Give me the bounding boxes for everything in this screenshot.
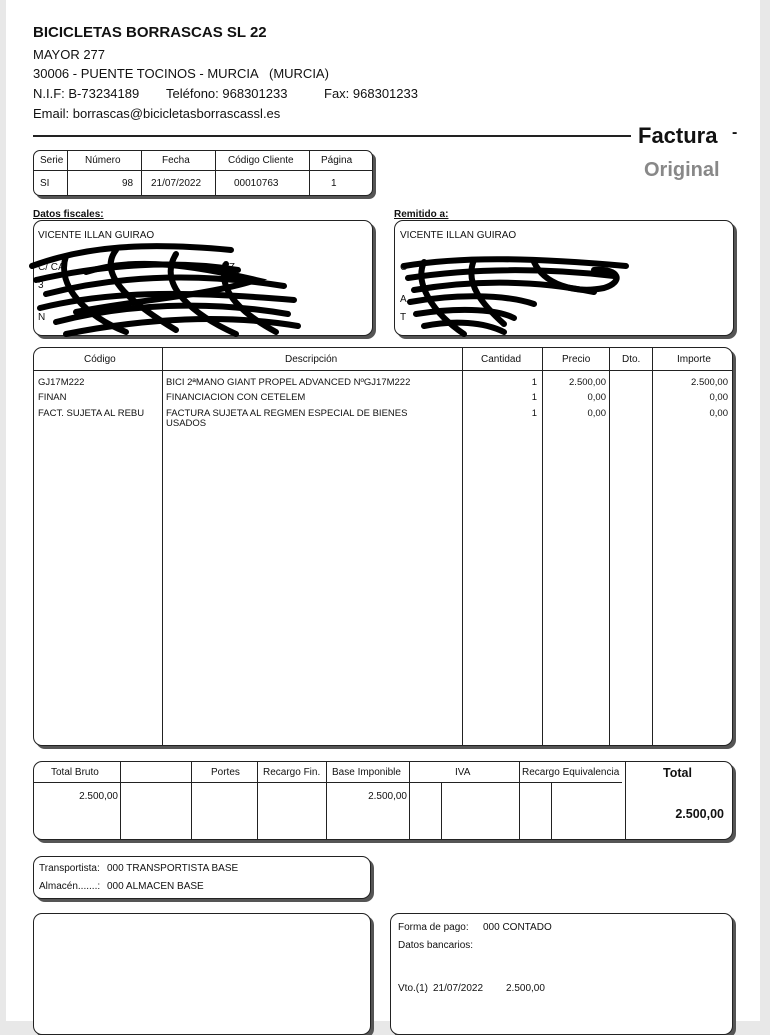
shipping-address-hint: C <box>400 262 408 273</box>
company-name: BICICLETAS BORRASCAS SL 22 <box>33 24 267 41</box>
value-base-imponible: 2.500,00 <box>368 791 407 802</box>
row-description: FINANCIACION CON CETELEM <box>166 392 306 403</box>
company-address: MAYOR 277 <box>33 47 106 62</box>
row-qty: 1 <box>531 408 537 419</box>
row-description: FACTURA SUJETA AL REGMEN ESPECIAL DE BIENES <box>166 408 408 419</box>
row-code: FINAN <box>38 392 67 403</box>
due-label: Vto.(1) <box>398 983 429 994</box>
warehouse-value: 000 ALMACEN BASE <box>107 881 204 892</box>
document-info-table <box>33 150 373 196</box>
payment-method-label: Forma de pago: <box>398 922 469 933</box>
redaction-scribble <box>26 236 306 340</box>
label-serie: Serie <box>40 155 64 166</box>
shipping-name: VICENTE ILLAN GUIRAO <box>400 230 517 241</box>
value-codigo-cliente: 00010763 <box>234 178 279 189</box>
company-fax: Fax: 968301233 <box>324 86 418 101</box>
shipping-title: Remitido a: <box>394 209 449 220</box>
row-qty: 1 <box>531 377 537 388</box>
fiscal-city-hint: 3 <box>38 280 44 291</box>
label-codigo-cliente: Código Cliente <box>228 155 294 166</box>
header-cantidad: Cantidad <box>481 354 522 365</box>
fiscal-name: VICENTE ILLAN GUIRAO <box>38 230 155 241</box>
label-iva: IVA <box>455 767 471 778</box>
due-date: 21/07/2022 <box>433 983 484 994</box>
header-dto: Dto. <box>622 354 641 365</box>
row-code: GJ17M222 <box>38 377 85 388</box>
shipping-city-hint: A <box>400 294 407 305</box>
row-price: 0,00 <box>587 392 606 403</box>
value-fecha: 21/07/2022 <box>151 178 202 189</box>
payment-box <box>390 913 733 1035</box>
row-price: 2.500,00 <box>569 377 606 388</box>
totals-table <box>33 761 733 840</box>
row-amount: 2.500,00 <box>691 377 728 388</box>
invoice-page <box>6 0 760 1021</box>
company-phone: Teléfono: 968301233 <box>166 86 288 101</box>
label-portes: Portes <box>211 767 240 778</box>
row-description: BICI 2ªMANO GIANT PROPEL ADVANCED NºGJ17M222 <box>166 377 411 388</box>
label-pagina: Página <box>321 155 353 166</box>
label-fecha: Fecha <box>162 155 190 166</box>
header-divider <box>33 135 631 137</box>
fiscal-address-hint-b: A Z <box>220 262 236 273</box>
row-price: 0,00 <box>587 408 606 419</box>
value-total-bruto: 2.500,00 <box>79 791 118 802</box>
row-qty: 1 <box>531 392 537 403</box>
company-nif: N.I.F: B-73234189 <box>33 86 140 101</box>
fiscal-nif-hint: N <box>38 312 46 323</box>
label-total-bruto: Total Bruto <box>51 767 99 778</box>
label-recargo-fin: Recargo Fin. <box>263 767 321 778</box>
carrier-value: 000 TRANSPORTISTA BASE <box>107 863 239 874</box>
transport-box <box>33 856 371 899</box>
row-amount: 0,00 <box>709 408 728 419</box>
redaction-scribble-2 <box>394 254 634 340</box>
label-numero: Número <box>85 155 121 166</box>
document-type: Factura <box>638 123 718 148</box>
copy-label: Original <box>644 159 720 181</box>
row-code: FACT. SUJETA AL REBU <box>38 408 145 419</box>
row-amount: 0,00 <box>709 392 728 403</box>
header-codigo: Código <box>84 354 116 365</box>
carrier-label: Transportista: <box>39 863 100 874</box>
company-email: Email: borrascas@bicicletasborrascassl.es <box>33 106 281 121</box>
value-total: 2.500,00 <box>675 807 724 821</box>
header-precio: Precio <box>562 354 591 365</box>
row-description-continued: USADOS <box>166 418 207 429</box>
bank-details-label: Datos bancarios: <box>398 940 474 951</box>
fiscal-address-hint: C/ CA <box>38 262 65 273</box>
title-dash: - <box>732 124 738 141</box>
payment-method-value: 000 CONTADO <box>483 922 552 933</box>
notes-box <box>33 913 371 1035</box>
items-table <box>33 347 733 746</box>
value-pagina: 1 <box>331 178 337 189</box>
fiscal-title: Datos fiscales: <box>33 209 104 220</box>
label-recargo-equivalencia: Recargo Equivalencia <box>522 767 620 778</box>
warehouse-label: Almacén.......: <box>39 881 101 892</box>
company-province: (MURCIA) <box>269 66 329 81</box>
value-numero: 98 <box>122 178 134 189</box>
shipping-phone-hint: T <box>400 312 407 323</box>
header-descripcion: Descripción <box>285 354 338 365</box>
company-city: 30006 - PUENTE TOCINOS - MURCIA <box>33 66 259 81</box>
label-total: Total <box>663 766 692 780</box>
header-importe: Importe <box>677 354 711 365</box>
due-amount: 2.500,00 <box>506 983 545 994</box>
label-base-imponible: Base Imponible <box>332 767 401 778</box>
value-serie: SI <box>40 178 50 189</box>
